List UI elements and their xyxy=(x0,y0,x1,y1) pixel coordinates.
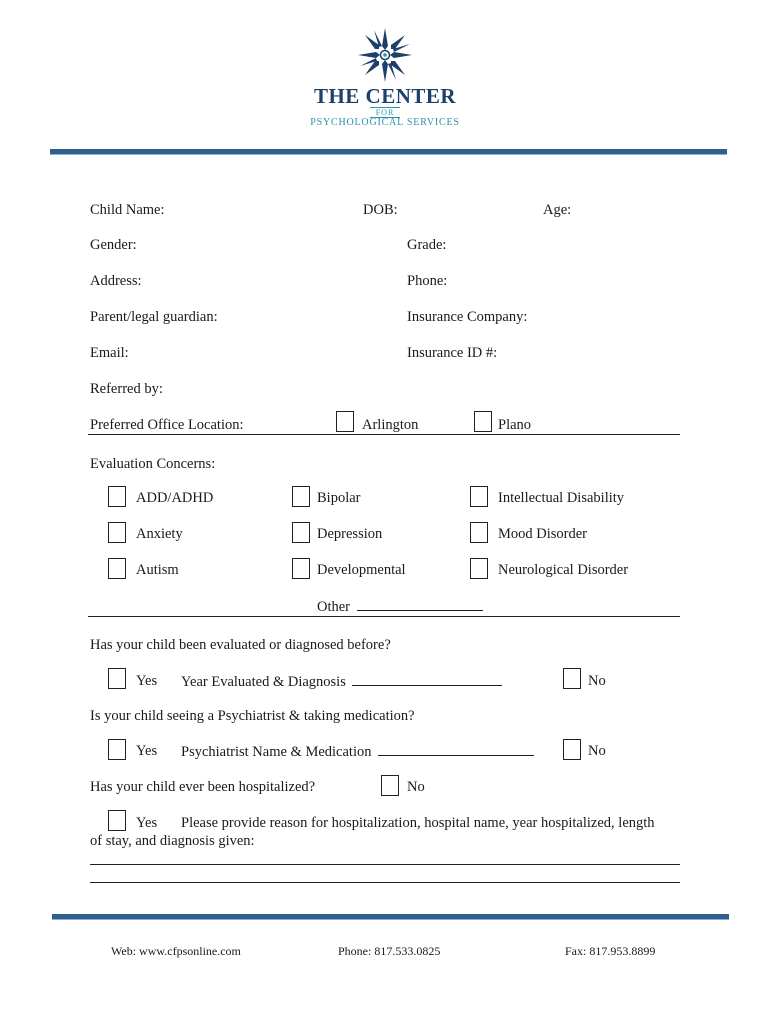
evaluated-no-checkbox[interactable] xyxy=(563,668,581,689)
developmental-label: Developmental xyxy=(317,562,406,578)
intellectual-disability-checkbox[interactable] xyxy=(470,486,488,507)
evaluated-no-label: No xyxy=(588,673,606,689)
year-evaluated-label: Year Evaluated & Diagnosis xyxy=(181,674,346,690)
other-input-line[interactable] xyxy=(357,598,483,611)
gender-label: Gender: xyxy=(90,237,137,253)
year-evaluated-input-line[interactable] xyxy=(352,673,502,686)
anxiety-label: Anxiety xyxy=(136,526,183,542)
psychiatrist-detail-field xyxy=(181,743,534,761)
footer-divider xyxy=(52,914,729,920)
arlington-label: Arlington xyxy=(362,417,419,433)
anxiety-checkbox[interactable] xyxy=(108,522,126,543)
plano-checkbox[interactable] xyxy=(474,411,492,432)
plano-label: Plano xyxy=(498,417,532,433)
other-concern xyxy=(317,598,483,616)
location-divider xyxy=(88,434,680,435)
intellectual-disability-label: Intellectual Disability xyxy=(498,490,625,506)
year-evaluated-field xyxy=(181,673,502,691)
psychiatrist-yes-label: Yes xyxy=(136,743,158,759)
arlington-checkbox[interactable] xyxy=(336,411,354,432)
logo-sunburst-icon xyxy=(356,26,414,84)
psychiatrist-detail-input-line[interactable] xyxy=(378,743,534,756)
referred-by-label: Referred by: xyxy=(90,381,163,397)
psychiatrist-yes-checkbox[interactable] xyxy=(108,739,126,760)
question-hospitalized: Has your child ever been hospitalized? xyxy=(90,779,316,795)
bipolar-checkbox[interactable] xyxy=(292,486,310,507)
age-label: Age: xyxy=(543,202,572,218)
address-label: Address: xyxy=(90,273,142,289)
header-divider xyxy=(50,149,727,155)
psychiatrist-detail-label: Psychiatrist Name & Medication xyxy=(181,744,372,760)
hospitalized-no-checkbox[interactable] xyxy=(381,775,399,796)
logo-title: THE CENTER xyxy=(313,84,457,108)
evaluated-yes-label: Yes xyxy=(136,673,158,689)
grade-label: Grade: xyxy=(407,237,447,253)
hospitalized-detail-text: Please provide reason for hospitalization, hospital name, year hospitalized, length xyxy=(181,815,655,831)
footer-phone: Phone: 817.533.0825 xyxy=(338,944,441,958)
add-adhd-checkbox[interactable] xyxy=(108,486,126,507)
depression-checkbox[interactable] xyxy=(292,522,310,543)
insurance-id-label: Insurance ID #: xyxy=(407,345,498,361)
psychiatrist-no-label: No xyxy=(588,743,606,759)
logo-for-text: FOR xyxy=(370,107,401,118)
psychiatrist-no-checkbox[interactable] xyxy=(563,739,581,760)
preferred-office-label: Preferred Office Location: xyxy=(90,417,244,433)
add-adhd-label: ADD/ADHD xyxy=(136,490,214,506)
dob-label: DOB: xyxy=(363,202,398,218)
hospitalized-yes-label: Yes xyxy=(136,815,158,831)
hospitalized-answer-line-1[interactable] xyxy=(90,864,680,865)
autism-label: Autism xyxy=(136,562,179,578)
parent-guardian-label: Parent/legal guardian: xyxy=(90,309,218,325)
hospitalized-yes-checkbox[interactable] xyxy=(108,810,126,831)
hospitalized-answer-line-2[interactable] xyxy=(90,882,680,883)
logo-subtitle: PSYCHOLOGICAL SERVICES xyxy=(310,117,460,128)
insurance-company-label: Insurance Company: xyxy=(407,309,528,325)
question-evaluated-before: Has your child been evaluated or diagnosed before? xyxy=(90,637,391,653)
concerns-divider xyxy=(88,616,680,617)
developmental-checkbox[interactable] xyxy=(292,558,310,579)
footer-web: Web: www.cfpsonline.com xyxy=(111,944,241,958)
depression-label: Depression xyxy=(317,526,383,542)
evaluated-yes-checkbox[interactable] xyxy=(108,668,126,689)
footer-fax: Fax: 817.953.8899 xyxy=(565,944,656,958)
child-name-label: Child Name: xyxy=(90,202,165,218)
phone-label: Phone: xyxy=(407,273,448,289)
mood-disorder-checkbox[interactable] xyxy=(470,522,488,543)
email-label: Email: xyxy=(90,345,129,361)
evaluation-concerns-heading: Evaluation Concerns: xyxy=(90,456,216,472)
neurological-disorder-checkbox[interactable] xyxy=(470,558,488,579)
other-label: Other xyxy=(317,599,351,615)
question-psychiatrist: Is your child seeing a Psychiatrist & taking medication? xyxy=(90,708,415,724)
bipolar-label: Bipolar xyxy=(317,490,361,506)
hospitalized-detail-text-2: of stay, and diagnosis given: xyxy=(90,833,255,849)
mood-disorder-label: Mood Disorder xyxy=(498,526,588,542)
neurological-disorder-label: Neurological Disorder xyxy=(498,562,629,578)
hospitalized-no-label: No xyxy=(407,779,425,795)
autism-checkbox[interactable] xyxy=(108,558,126,579)
